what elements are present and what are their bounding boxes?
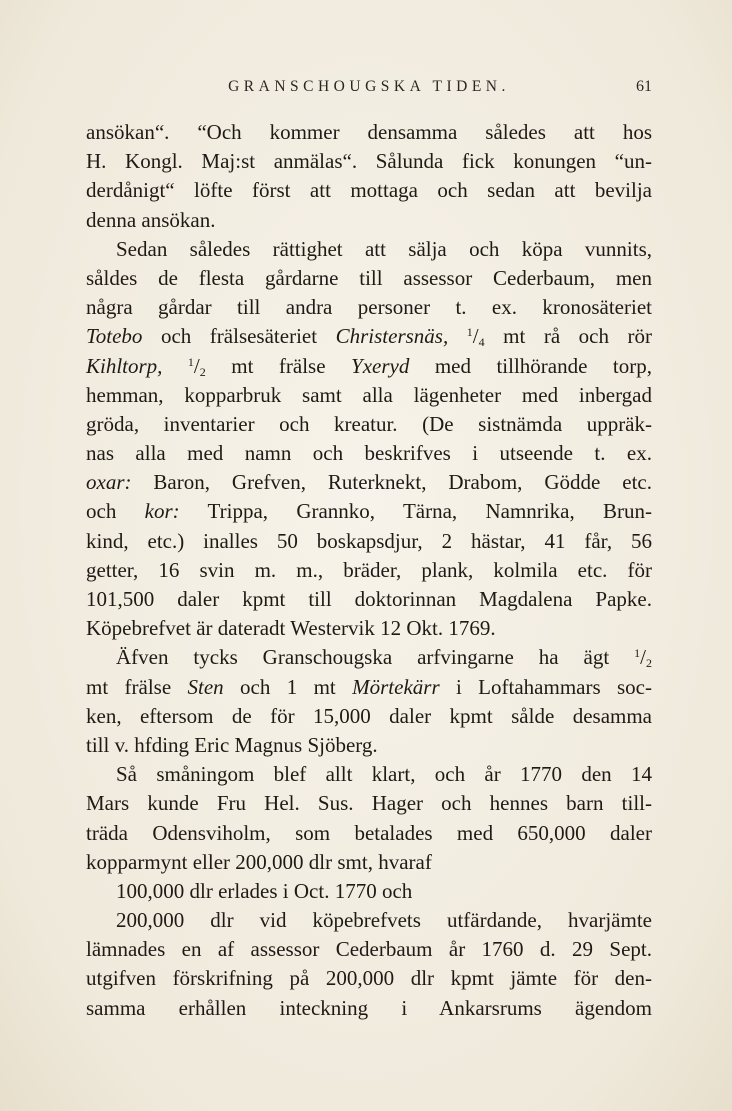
text-line: ken, eftersom de för 15,000 daler kpmt sålde desamma bbox=[86, 703, 652, 728]
fraction: $^1/_4$ bbox=[466, 324, 485, 350]
text-line: Mars kunde Fru Hel. Sus. Hager och hennes barn till- bbox=[86, 791, 652, 816]
place-name: Christersnäs, bbox=[335, 324, 449, 349]
body-text bbox=[86, 118, 652, 1023]
page-number: 61 bbox=[636, 78, 652, 95]
italic-term: kor: bbox=[144, 499, 180, 524]
place-name: Sten bbox=[187, 674, 224, 699]
text-line: kopparmynt eller 200,000 dlr smt, hvaraf bbox=[86, 849, 432, 874]
text-line: oxar: Baron, Grefven, Ruterknekt, Drabom, Gödde etc. bbox=[86, 470, 652, 495]
place-name: Totebo bbox=[86, 324, 143, 349]
text-line: såldes de flesta gårdarne till assessor Cederbaum, men bbox=[86, 265, 652, 290]
payment-line: 200,000 dlr vid köpebrefvets utfärdande, hvarjämte bbox=[116, 908, 652, 933]
text-line: utgifven förskrifning på 200,000 dlr kpmt jämte för den- bbox=[86, 966, 652, 991]
text-line: denna ansökan. bbox=[86, 207, 216, 232]
text-line: lämnades en af assessor Cederbaum år 1760 d. 29 Sept. bbox=[86, 937, 652, 962]
paragraph-start-line: Så småningom blef allt klart, och år 1770 den 14 bbox=[116, 762, 652, 787]
italic-term: oxar: bbox=[86, 470, 132, 495]
fraction: $^1/_2$ bbox=[187, 353, 206, 379]
text-line: mt frälse Sten och 1 mt Mörtekärr i Loftahammars soc- bbox=[86, 674, 652, 699]
text-line: kind, etc.) inalles 50 boskapsdjur, 2 hästar, 41 får, 56 bbox=[86, 528, 652, 553]
text-line: derdånigt“ löfte först att mottaga och sedan att bevilja bbox=[86, 178, 652, 203]
text-line: Köpebrefvet är dateradt Westervik 12 Okt. 1769. bbox=[86, 616, 496, 641]
text-line: Kihltorp, $^1/_2$ mt frälse Yxeryd med tillhörande torp, bbox=[86, 353, 652, 379]
text-line: några gårdar till andra personer t. ex. kronosäteriet bbox=[86, 295, 652, 320]
text-line: Totebo och frälsesäteriet Christersnäs, $^1/_4$ mt rå och rör bbox=[86, 324, 653, 350]
running-title: GRANSCHOUGSKA TIDEN. bbox=[228, 78, 510, 95]
place-name: Mörtekärr bbox=[352, 674, 440, 699]
text-line: gröda, inventarier och kreatur. (De sistnämda uppräk- bbox=[86, 411, 652, 436]
text-line: ansökan“. “Och kommer densamma således att hos bbox=[86, 120, 652, 144]
paragraph-start-line: Sedan således rättighet att sälja och köpa vunnits, bbox=[116, 236, 652, 261]
page-header bbox=[86, 78, 652, 104]
text-line: samma erhållen inteckning i Ankarsrums ägendom bbox=[86, 995, 652, 1020]
text-line: träda Odensviholm, som betalades med 650,000 daler bbox=[86, 820, 652, 845]
text-line: hemman, kopparbruk samt alla lägenheter med inbergad bbox=[86, 382, 652, 407]
paragraph-start-line: Äfven tycks Granschougska arfvingarne ha ägt $^1/_2$ bbox=[116, 645, 652, 671]
text-line: 101,500 daler kpmt till doktorinnan Magdalena Papke. bbox=[86, 587, 652, 611]
text-line: och kor: Trippa, Grannko, Tärna, Namnrika, Brun- bbox=[86, 499, 652, 524]
text-line: nas alla med namn och beskrifves i utseende t. ex. bbox=[86, 441, 652, 466]
place-name: Yxeryd bbox=[351, 353, 410, 378]
text-line: H. Kongl. Maj:st anmälas“. Sålunda fick konungen “un- bbox=[86, 149, 652, 174]
fraction: $^1/_2$ bbox=[634, 645, 652, 671]
text-line: getter, 16 svin m. m., bräder, plank, kolmila etc. för bbox=[86, 557, 652, 582]
payment-line: 100,000 dlr erlades i Oct. 1770 och bbox=[116, 878, 413, 903]
text-line: till v. hfding Eric Magnus Sjöberg. bbox=[86, 732, 378, 757]
place-name: Kihltorp, bbox=[86, 353, 163, 378]
